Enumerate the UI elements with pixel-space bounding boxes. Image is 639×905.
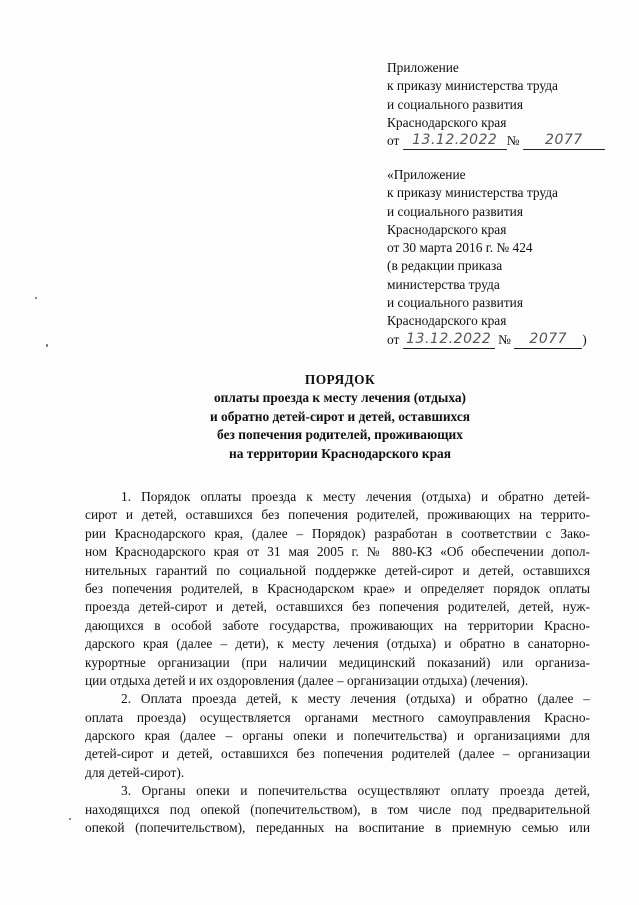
- appendix-date-number: [387, 132, 605, 152]
- number-sign: №: [506, 133, 520, 149]
- handwritten-date: 13.12.2022: [403, 331, 495, 349]
- paragraph-2: [85, 690, 590, 782]
- title-line: и обратно детей-сирот и детей, оставшихся: [209, 408, 471, 424]
- text-line: 1. Порядок оплаты проезда к месту лечения (отдыха) и обратно детей-: [121, 489, 590, 504]
- title-heading: ПОРЯДОК: [304, 372, 376, 387]
- appendix-line: к приказу министерства труда: [387, 78, 558, 94]
- appendix-line: «Приложение: [387, 167, 466, 182]
- appendix-line: министерства труда: [387, 276, 500, 292]
- title-line: без попечения родителей, проживающих: [217, 427, 463, 443]
- closing-paren: ): [582, 331, 587, 347]
- paragraph-3: [85, 782, 590, 837]
- scan-speck: [46, 344, 48, 347]
- text-line: ном Краснодарского края от 31 мая 2005 г. № 880-КЗ «Об обеспечении допол-: [85, 544, 590, 560]
- text-line: нительных гарантий по социальной поддержке детей-сирот и детей, оставшихся: [85, 562, 590, 578]
- document-body: [85, 488, 590, 837]
- text-line: для детей-сирот).: [85, 764, 185, 780]
- appendix-date-number: [387, 331, 587, 351]
- appendix-line: Приложение: [387, 60, 459, 75]
- date-prefix: от: [387, 133, 400, 149]
- appendix-line: (в редакции приказа: [387, 258, 503, 274]
- handwritten-number: 2077: [514, 331, 582, 349]
- appendix-header: [387, 59, 605, 152]
- text-line: опекой (попечительством), переданных на воспитание в приемную семью или: [85, 820, 590, 836]
- appendix-inner: [387, 166, 587, 351]
- number-sign: №: [498, 331, 511, 347]
- text-line: оплата проезда) осуществляется органами местного самоуправления Красно-: [85, 709, 590, 725]
- appendix-line: Краснодарского края: [387, 114, 507, 130]
- text-line: курортные организации (при наличии медицинский показаний) или организа-: [85, 654, 590, 670]
- document-title: [140, 371, 540, 463]
- text-line: рии Краснодарского края, (далее – Порядок) разработан в соответствии с Зако-: [85, 525, 590, 541]
- appendix-line: Краснодарского края: [387, 313, 507, 329]
- appendix-line: к приказу министерства труда: [387, 185, 558, 201]
- handwritten-number: 2077: [523, 132, 605, 150]
- appendix-line: и социального развития: [387, 203, 523, 219]
- text-line: 3. Органы опеки и попечительства осуществляют оплату проезда детей,: [121, 783, 590, 799]
- date-prefix: от: [387, 331, 400, 347]
- text-line: находящихся под опекой (попечительством), в том числе под предварительной: [85, 801, 590, 817]
- text-line: 2. Оплата проезда детей, к месту лечения (отдыха) и обратно (далее –: [121, 691, 590, 707]
- text-line: дарского края (далее – дети), к месту лечения (отдыха) и обратно в санаторно-: [85, 636, 590, 652]
- title-line: на территории Краснодарского края: [228, 445, 452, 461]
- text-line: сирот и детей, оставшихся без попечения родителей, проживающих на террито-: [85, 507, 590, 523]
- appendix-line: Краснодарского края: [387, 221, 507, 237]
- appendix-line: и социального развития: [387, 96, 523, 112]
- text-line: без попечения родителей, в Краснодарском крае» и определяет порядок оплаты: [85, 580, 590, 596]
- handwritten-date: 13.12.2022: [403, 132, 507, 150]
- appendix-line: и социального развития: [387, 295, 523, 311]
- appendix-line: от 30 марта 2016 г. № 424: [387, 240, 533, 256]
- text-line: дающихся в особой заботе государства, проживающих на территории Красно-: [85, 617, 590, 633]
- scan-speck: [69, 818, 71, 820]
- text-line: ции отдыха детей и их оздоровления (далее – организации отдыха) (лечения).: [85, 672, 529, 688]
- text-line: проезда детей-сирот и детей, оставшихся без попечения родителей, детей, нуж-: [85, 599, 590, 615]
- scan-speck: [35, 297, 37, 299]
- text-line: дарского края (далее – органы опеки и попечительства) и организациями для: [85, 728, 590, 744]
- title-line: оплаты проезда к месту лечения (отдыха): [213, 390, 466, 406]
- paragraph-1: [85, 488, 590, 690]
- text-line: детей-сирот и детей, оставшихся без попечения родителей (далее – организации: [85, 746, 590, 762]
